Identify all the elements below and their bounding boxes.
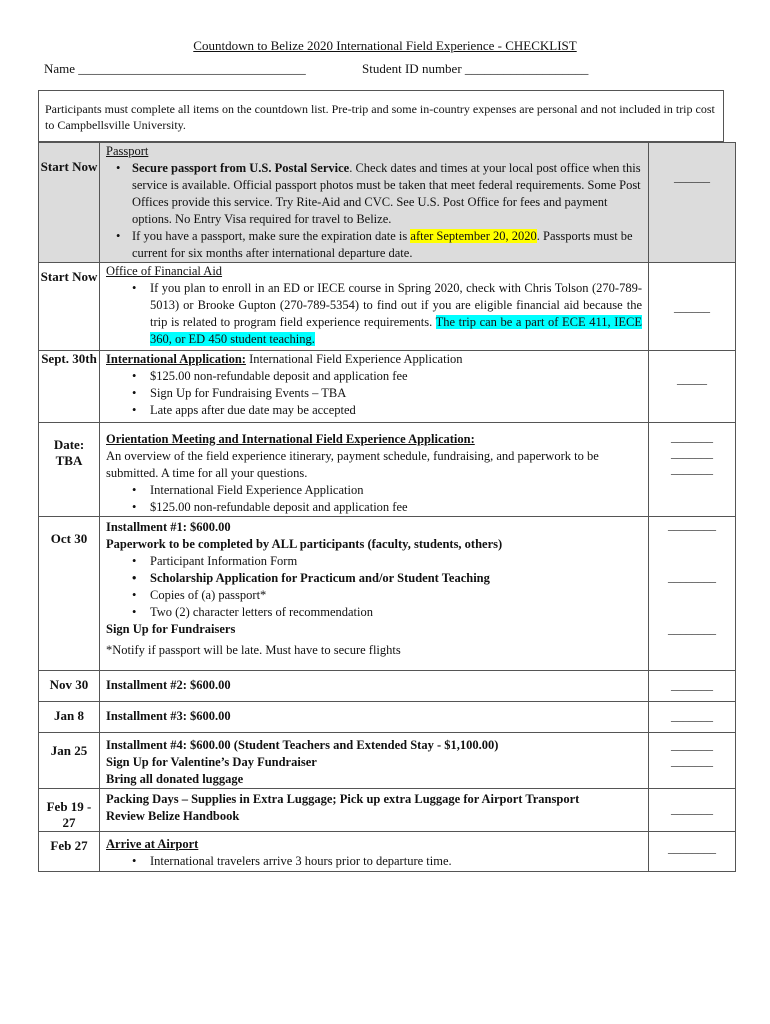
bullet-list: [106, 280, 642, 348]
checkoff-blank[interactable]: _______: [649, 671, 736, 702]
checklist-table: [38, 142, 736, 872]
row-description: [100, 263, 649, 351]
checkoff-blank[interactable]: _______: [649, 789, 736, 832]
list-item: • Secure passport from U.S. Postal Service. Check dates and times at your local post office when this service is available. Official passport photos must be taken that meet federal requirements. Some Post Offices provide this service. Try Rite-Aid and CVC. See U.S. Post Office for fees and payment options. No Entry Visa required for travel to Belize.: [106, 160, 642, 228]
row-date: Oct 30: [39, 517, 100, 671]
passport-note: *Notify if passport will be late. Must have to secure flights: [106, 643, 401, 657]
row-heading: Office of Financial Aid: [106, 264, 223, 278]
list-item: • $125.00 non-refundable deposit and application fee: [106, 368, 642, 385]
student-id-field-line[interactable]: Student ID number ___________________: [362, 61, 589, 76]
list-item: • Copies of (a) passport*: [106, 587, 642, 604]
table-row: [39, 832, 736, 872]
row-date: Sept. 30th: [39, 351, 100, 423]
list-item: • If you plan to enroll in an ED or IECE course in Spring 2020, check with Chris Tolson (270-789-5013) or Brooke Gupton (270-789-5354) to find out if you are eligible financial aid because the trip is related to program field experience requirements. The trip can be a part of ECE 411, IECE 360, or ED 450 student teaching.: [106, 280, 642, 348]
table-row: [39, 671, 736, 702]
list-item: • If you have a passport, make sure the expiration date is after September 20, 2020. Passports must be current for six months after international departure date.: [106, 228, 642, 262]
row-date: Feb 27: [39, 832, 100, 872]
row-description: [100, 517, 649, 671]
checkoff-blanks[interactable]: _______ _______: [649, 733, 736, 789]
installment-line: Installment #4: $600.00 (Student Teachers and Extended Stay - $1,100.00): [106, 738, 499, 752]
checkoff-blank[interactable]: ______: [649, 263, 736, 351]
name-field-line[interactable]: Name ___________________________________: [44, 61, 306, 76]
row-description: [100, 789, 649, 832]
checklist-frame: [38, 90, 726, 868]
checkoff-blank[interactable]: ______: [649, 143, 736, 263]
fundraiser-line: Sign Up for Valentine’s Day Fundraiser: [106, 755, 317, 769]
row-date: Jan 8: [39, 702, 100, 733]
row-heading: Orientation Meeting and International Field Experience Application:: [106, 432, 475, 446]
intro-text: Participants must complete all items on the countdown list. Pre-trip and some in-country expenses are personal and not included in trip cost to Campbellsville University.: [38, 90, 724, 142]
row-date: Date: TBA: [39, 423, 100, 517]
handbook-line: Review Belize Handbook: [106, 809, 240, 823]
paperwork-line: Paperwork to be completed by ALL participants (faculty, students, others): [106, 537, 503, 551]
list-item: • Sign Up for Fundraising Events – TBA: [106, 385, 642, 402]
row-description: [100, 832, 649, 872]
bullet-list: [106, 368, 642, 419]
page-title: Countdown to Belize 2020 International Field Experience - CHECKLIST: [193, 38, 577, 53]
checkoff-blanks[interactable]: _______ _______ _______: [649, 423, 736, 517]
row-heading: Passport: [106, 144, 149, 158]
table-row: [39, 789, 736, 832]
checkoff-blank[interactable]: _____: [649, 351, 736, 423]
checkoff-blanks[interactable]: ________ ________ ________: [649, 517, 736, 671]
table-row: [39, 143, 736, 263]
bullet-list: [106, 160, 642, 262]
row-date: Jan 25: [39, 733, 100, 789]
row-description: [100, 733, 649, 789]
row-date: Nov 30: [39, 671, 100, 702]
row-date: Feb 19 - 27: [39, 789, 100, 832]
row-description: Installment #3: $600.00: [100, 702, 649, 733]
row-heading: International Application: International Field Experience Application: [106, 352, 463, 366]
table-row: [39, 733, 736, 789]
table-row: [39, 351, 736, 423]
row-description: [100, 423, 649, 517]
row-date: Start Now: [39, 263, 100, 351]
fundraiser-line: Sign Up for Fundraisers: [106, 622, 236, 636]
checkoff-blank[interactable]: ________: [649, 832, 736, 872]
bullet-list: [106, 853, 642, 870]
list-item: • Late apps after due date may be accepted: [106, 402, 642, 419]
row-description: [100, 351, 649, 423]
luggage-line: Bring all donated luggage: [106, 772, 244, 786]
packing-line: Packing Days – Supplies in Extra Luggage; Pick up extra Luggage for Airport Transport: [106, 792, 580, 806]
row-description: [100, 143, 649, 263]
table-row: [39, 517, 736, 671]
list-item: • Two (2) character letters of recommendation: [106, 604, 642, 621]
list-item: • International travelers arrive 3 hours prior to departure time.: [106, 853, 642, 870]
row-text: An overview of the field experience itinerary, payment schedule, fundraising, and paperwork to be submitted. A time for all your questions.: [106, 449, 599, 480]
table-row: [39, 423, 736, 517]
table-row: [39, 702, 736, 733]
row-date: Start Now: [39, 143, 100, 263]
bullet-list: [106, 482, 642, 516]
row-heading: Arrive at Airport: [106, 837, 199, 851]
list-item: • International Field Experience Application: [106, 482, 642, 499]
list-item: • $125.00 non-refundable deposit and application fee: [106, 499, 642, 516]
row-description: Installment #2: $600.00: [100, 671, 649, 702]
table-row: [39, 263, 736, 351]
bullet-list: [106, 553, 642, 621]
checkoff-blank[interactable]: _______: [649, 702, 736, 733]
list-item: • Participant Information Form: [106, 553, 642, 570]
installment-line: Installment #1: $600.00: [106, 520, 231, 534]
list-item: • Scholarship Application for Practicum and/or Student Teaching: [106, 570, 642, 587]
